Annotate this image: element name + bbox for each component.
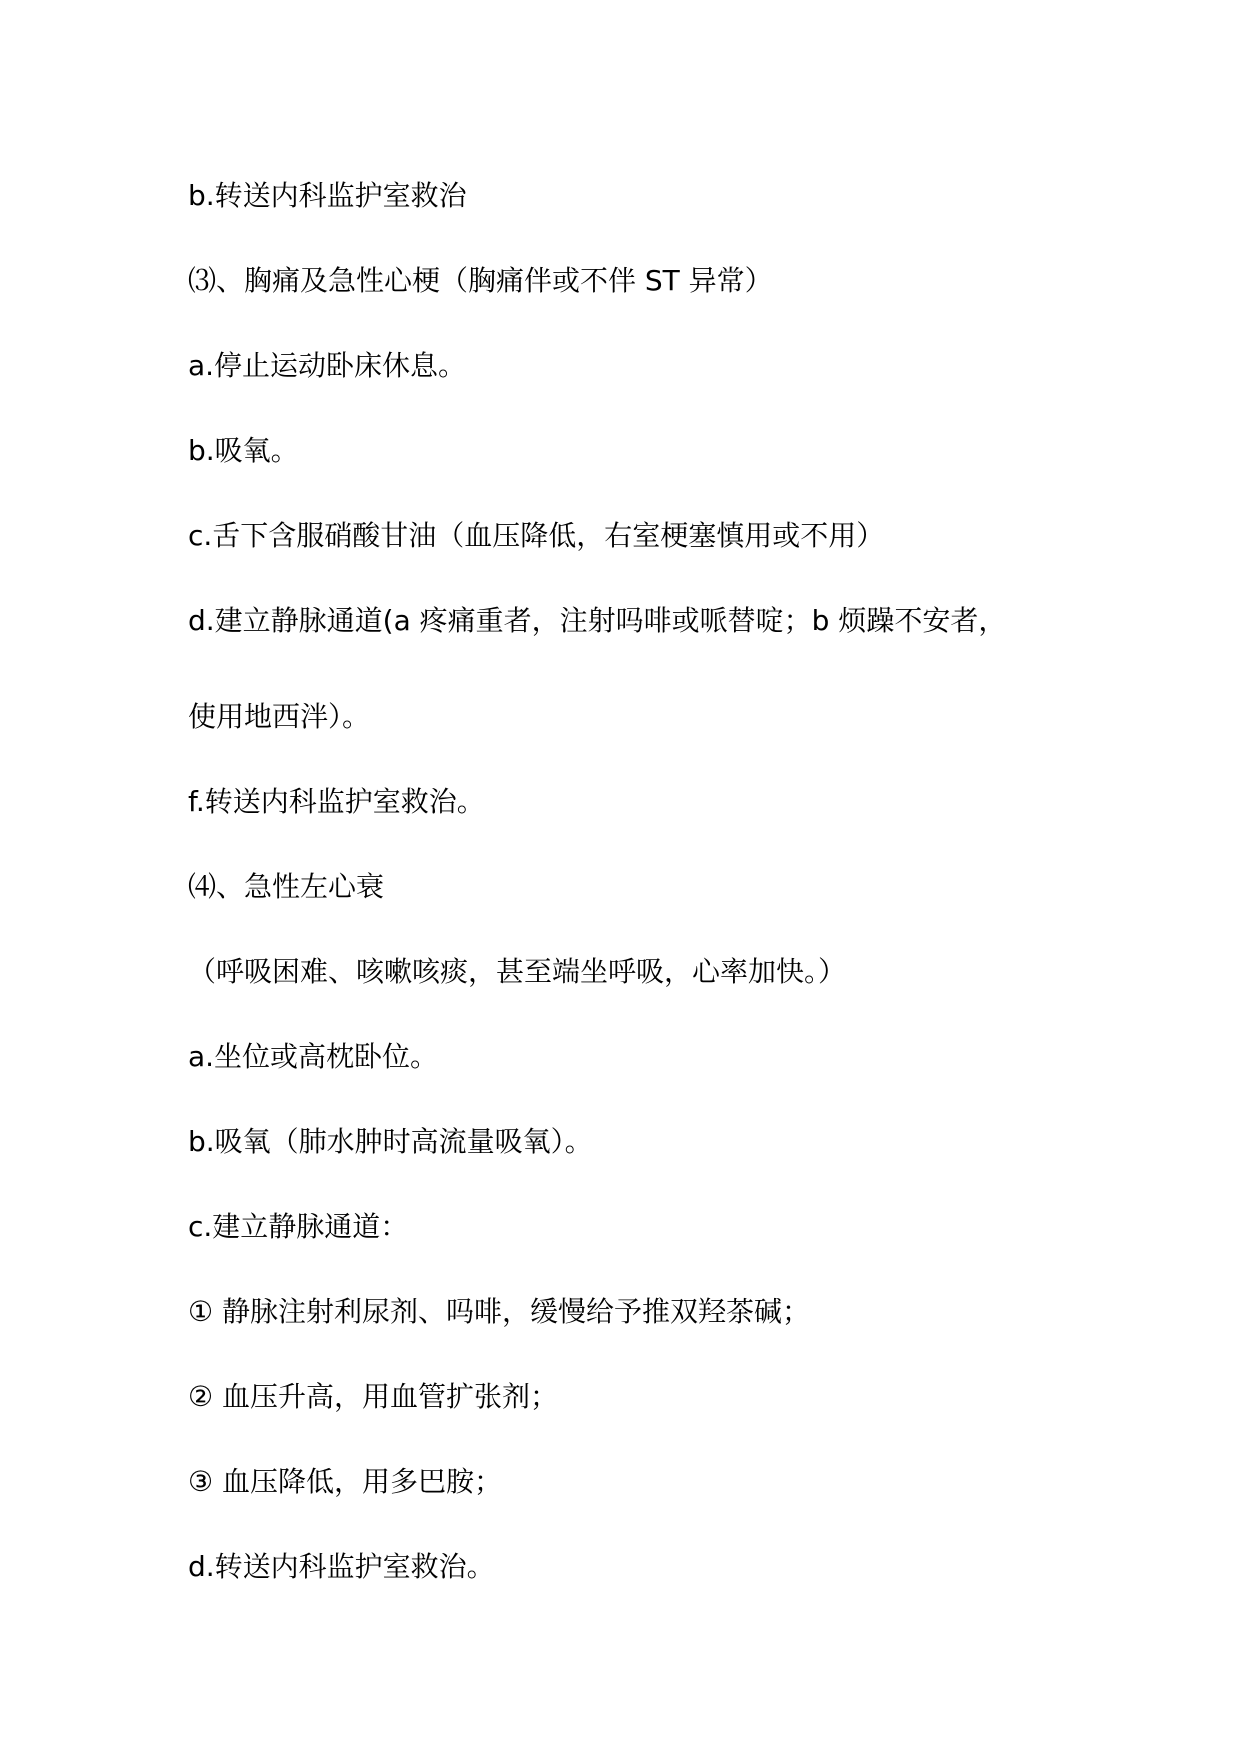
list-item: ② 血压升高，用血管扩张剂；: [188, 1380, 559, 1413]
section-heading: ⑶、胸痛及急性心梗（胸痛伴或不伴 ST 异常）: [188, 264, 773, 297]
text-line: c.建立静脉通道：: [188, 1210, 409, 1243]
list-item: ③ 血压降低，用多巴胺；: [188, 1465, 503, 1498]
section-heading: ⑷、急性左心衰: [188, 870, 385, 903]
text-line: （呼吸困难、咳嗽咳痰，甚至端坐呼吸，心率加快。）: [188, 955, 847, 988]
text-line: a.停止运动卧床休息。: [188, 349, 467, 382]
text-line: b.吸氧（肺水肿时高流量吸氧）。: [188, 1125, 593, 1158]
text-line: b.转送内科监护室救治: [188, 179, 467, 212]
text-line: a.坐位或高枕卧位。: [188, 1040, 439, 1073]
text-line: d.建立静脉通道(a 疼痛重者，注射吗啡或哌替啶；b 烦躁不安者，: [188, 604, 1007, 637]
text-line: d.转送内科监护室救治。: [188, 1550, 495, 1583]
text-line: b.吸氧。: [188, 434, 299, 467]
text-line: c.舌下含服硝酸甘油（血压降低，右室梗塞慎用或不用）: [188, 519, 885, 552]
text-line: f.转送内科监护室救治。: [188, 785, 485, 818]
text-line: 使用地西泮）。: [188, 700, 371, 733]
list-item: ① 静脉注射利尿剂、吗啡，缓慢给予推双羟茶碱；: [188, 1295, 811, 1328]
